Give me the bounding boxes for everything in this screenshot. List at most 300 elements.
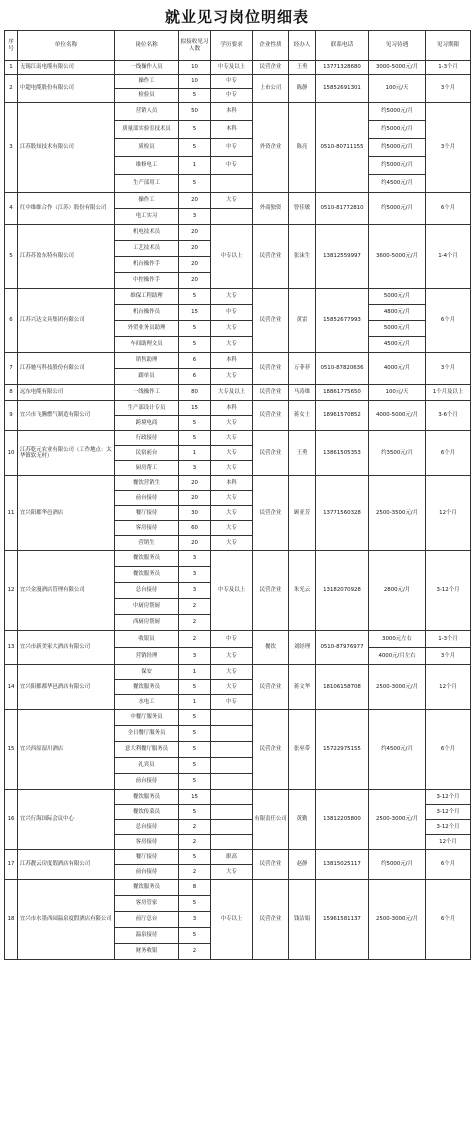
headcount-cell: 1 [179,157,211,175]
education-cell: 大专 [211,521,253,536]
company-name-cell: 宜兴行海国际会议中心 [18,790,115,850]
company-nature-cell: 民营企业 [253,289,289,353]
company-name-cell: 江苏苏盈东特有限公司 [18,225,115,289]
row-number-cell: 7 [5,353,18,385]
contact-person-cell: 陈亮 [289,103,316,193]
contact-person-cell: 万菲菲 [289,353,316,385]
position-name-cell: 中厨房帮厨 [115,599,179,615]
headcount-cell: 5 [179,121,211,139]
company-nature-cell: 有限责任公司 [253,790,289,850]
phone-cell: 13861505353 [316,431,369,476]
company-name-cell: 江苏驰马科技股份有限公司 [18,353,115,385]
education-cell [211,710,253,726]
position-name-cell: 一线操作人员 [115,61,179,75]
company-name-cell: 江苏兴达文具集团有限公司 [18,289,115,353]
position-name-cell: 客房管家 [115,896,179,912]
company-name-cell: 宜兴西原湿川酒店 [18,710,115,790]
headcount-cell: 5 [179,680,211,695]
position-name-cell: 餐饮传菜员 [115,805,179,820]
contact-person-cell: 蒋女士 [289,401,316,431]
education-cell: 中专 [211,695,253,710]
phone-cell: 0510-80711155 [316,103,369,193]
contact-person-cell: 黄雷 [289,289,316,353]
row-number-cell: 4 [5,193,18,225]
headcount-cell: 3 [179,567,211,583]
pay-cell: 3000-5000元/月 [369,61,426,75]
education-cell [211,742,253,758]
position-name-cell: 餐饮服务员 [115,567,179,583]
company-nature-cell: 民营企业 [253,551,289,631]
position-name-cell: 全日餐厅服务员 [115,726,179,742]
headcount-cell: 5 [179,321,211,337]
headcount-cell: 1 [179,446,211,461]
company-name-cell: 宜兴金漫酒店管理有限公司 [18,551,115,631]
education-cell [211,726,253,742]
contact-person-cell: 刘经理 [289,631,316,665]
headcount-cell: 2 [179,599,211,615]
company-name-cell: 宜兴市新美家大酒店有限公司 [18,631,115,665]
pay-cell: 约5000元/月 [369,193,426,225]
education-cell: 中专及以上 [211,551,253,631]
position-name-cell: 维修电工 [115,157,179,175]
education-cell: 中专 [211,75,253,89]
row-number-cell: 2 [5,75,18,103]
headcount-cell: 2 [179,631,211,648]
row-number-cell: 13 [5,631,18,665]
contact-person-cell: 曾佳敏 [289,193,316,225]
period-cell: 1-4个月 [426,225,471,289]
period-cell: 6个月 [426,710,471,790]
table-row [5,880,471,896]
headcount-cell: 5 [179,774,211,790]
position-name-cell: 生产部设计专员 [115,401,179,416]
company-nature-cell: 民营企业 [253,385,289,401]
contact-person-cell: 王勇 [289,61,316,75]
position-name-cell: 维保工程助理 [115,289,179,305]
position-name-cell: 收银员 [115,631,179,648]
education-cell: 大专 [211,536,253,551]
position-name-cell: 车间助理文员 [115,337,179,353]
table-row [5,551,471,567]
pay-cell: 2500-3000元/月 [369,665,426,710]
position-name-cell: 检验员 [115,89,179,103]
phone-cell: 15961581137 [316,880,369,960]
pay-cell: 3600-5000元/月 [369,225,426,289]
phone-cell: 13815025117 [316,850,369,880]
education-cell: 大专 [211,461,253,476]
headcount-cell: 20 [179,257,211,273]
headcount-cell: 15 [179,790,211,805]
position-name-cell: 客房接待 [115,835,179,850]
phone-cell: 18106158708 [316,665,369,710]
period-cell: 3个月 [426,75,471,103]
company-nature-cell: 民营企业 [253,476,289,551]
headcount-cell: 2 [179,615,211,631]
education-cell: 中专及以上 [211,61,253,75]
pay-cell: 约3500元/月 [369,431,426,476]
phone-cell: 18961570852 [316,401,369,431]
position-name-cell: 外贸业务员助理 [115,321,179,337]
headcount-cell: 1 [179,695,211,710]
pay-cell: 4800元/月 [369,305,426,321]
position-name-cell: 客房接待 [115,521,179,536]
education-cell: 中专以上 [211,225,253,289]
period-cell: 3-12个月 [426,820,471,835]
pay-cell: 2500-3000元/月 [369,880,426,960]
position-name-cell: 总台接待 [115,583,179,599]
pay-cell: 3000元左右 [369,631,426,648]
headcount-cell: 2 [179,835,211,850]
headcount-cell: 5 [179,742,211,758]
headcount-cell: 5 [179,416,211,431]
contact-person-cell: 陈静 [289,75,316,103]
headcount-cell: 30 [179,506,211,521]
education-cell: 本科 [211,476,253,491]
period-cell: 12个月 [426,476,471,551]
company-name-cell: 宜兴阳都都华邑酒店有限公司 [18,665,115,710]
table-row [5,353,471,369]
position-name-cell: 意大利餐厅服务员 [115,742,179,758]
header-period: 见习期限 [426,31,471,61]
company-name-cell: 宜兴阳都华邑酒店 [18,476,115,551]
education-cell: 大专 [211,321,253,337]
header-contact: 经办人 [289,31,316,61]
contact-person-cell: 朱光云 [289,551,316,631]
company-nature-cell: 民营企业 [253,353,289,385]
row-number-cell: 1 [5,61,18,75]
education-cell [211,209,253,225]
headcount-cell: 5 [179,710,211,726]
period-cell: 3个月 [426,103,471,193]
headcount-cell: 6 [179,369,211,385]
position-name-cell: 机台操作员 [115,305,179,321]
headcount-cell: 6 [179,353,211,369]
position-name-cell: 水电工 [115,695,179,710]
row-number-cell: 18 [5,880,18,960]
education-cell: 大专 [211,491,253,506]
position-name-cell: 质检员 [115,139,179,157]
headcount-cell: 15 [179,401,211,416]
period-cell: 12个月 [426,665,471,710]
education-cell: 职高 [211,850,253,865]
phone-cell: 0510-87820636 [316,353,369,385]
position-name-cell: 操作工 [115,193,179,209]
headcount-cell: 3 [179,209,211,225]
education-cell [211,820,253,835]
position-name-cell: 电工实习 [115,209,179,225]
position-name-cell: 一线操作工 [115,385,179,401]
period-cell: 12个月 [426,835,471,850]
position-name-cell: 中控操作手 [115,273,179,289]
education-cell: 大专 [211,431,253,446]
position-name-cell: 跨境电商 [115,416,179,431]
period-cell: 6个月 [426,289,471,353]
period-cell: 3个月 [426,353,471,385]
positions-table [4,30,471,960]
company-nature-cell: 民营企业 [253,880,289,960]
position-name-cell: 厨房帮工 [115,461,179,476]
header-position: 岗位名称 [115,31,179,61]
education-cell: 本科 [211,401,253,416]
headcount-cell: 8 [179,880,211,896]
position-name-cell: 销售助理 [115,353,179,369]
headcount-cell: 5 [179,726,211,742]
company-name-cell: 宜兴市水墨西园温泉度假酒店有限公司 [18,880,115,960]
headcount-cell: 3 [179,912,211,928]
headcount-cell: 5 [179,758,211,774]
position-name-cell: 营销生 [115,536,179,551]
company-nature-cell: 民营企业 [253,431,289,476]
phone-cell: 0510-81772810 [316,193,369,225]
company-name-cell: 江苏乾元农业有限公司（工作地点：太华镇软无村） [18,431,115,476]
company-nature-cell: 餐饮 [253,631,289,665]
headcount-cell: 80 [179,385,211,401]
pay-cell: 2800元/月 [369,551,426,631]
pay-cell: 4000元/月 [369,353,426,385]
phone-cell: 13771328680 [316,61,369,75]
company-name-cell: 远东电缆有限公司 [18,385,115,401]
headcount-cell: 2 [179,944,211,960]
position-name-cell: 工艺技术员 [115,241,179,257]
position-name-cell: 西厨房帮厨 [115,615,179,631]
period-cell: 6个月 [426,193,471,225]
headcount-cell: 20 [179,241,211,257]
education-cell: 大专 [211,337,253,353]
pay-cell: 2500-3000元/月 [369,790,426,850]
company-nature-cell: 上市公司 [253,75,289,103]
row-number-cell: 6 [5,289,18,353]
period-cell: 1个月及以上 [426,385,471,401]
row-number-cell: 11 [5,476,18,551]
headcount-cell: 5 [179,850,211,865]
row-number-cell: 12 [5,551,18,631]
headcount-cell: 5 [179,928,211,944]
education-cell: 大专 [211,416,253,431]
page-title: 就业见习岗位明细表 [164,8,309,26]
headcount-cell: 10 [179,75,211,89]
table-row [5,790,471,805]
position-name-cell: 行政接待 [115,431,179,446]
pay-cell: 约5000元/月 [369,121,426,139]
headcount-cell: 5 [179,89,211,103]
pay-cell: 2500-3500元/月 [369,476,426,551]
position-name-cell: 餐厅接待 [115,506,179,521]
headcount-cell: 3 [179,461,211,476]
row-number-cell: 17 [5,850,18,880]
table-row [5,75,471,89]
contact-person-cell: 黄勤 [289,790,316,850]
row-number-cell: 5 [5,225,18,289]
table-row [5,850,471,865]
company-nature-cell: 民营企业 [253,401,289,431]
education-cell [211,175,253,193]
position-name-cell: 质量部实验室技术员 [115,121,179,139]
company-nature-cell: 民营企业 [253,225,289,289]
phone-cell: 13812559997 [316,225,369,289]
table-row [5,225,471,241]
pay-cell: 约5000元/月 [369,157,426,175]
header-count: 拟接收见习人数 [179,31,211,61]
position-name-cell: 保安 [115,665,179,680]
position-name-cell: 总台接待 [115,820,179,835]
company-name-cell: 无锡江南电缆有限公司 [18,61,115,75]
pay-cell: 4000元/月左右 [369,648,426,665]
contact-person-cell: 张沫生 [289,225,316,289]
headcount-cell: 2 [179,820,211,835]
table-row [5,193,471,209]
row-number-cell: 15 [5,710,18,790]
headcount-cell: 20 [179,225,211,241]
headcount-cell: 5 [179,139,211,157]
position-name-cell: 中餐厅服务员 [115,710,179,726]
period-cell: 1-3个月 [426,631,471,648]
position-name-cell: 前厅总台 [115,912,179,928]
headcount-cell: 5 [179,896,211,912]
contact-person-cell: 蒋文华 [289,665,316,710]
position-name-cell: 民宿前台 [115,446,179,461]
headcount-cell: 3 [179,648,211,665]
pay-cell: 100元/天 [369,75,426,103]
education-cell: 大专 [211,446,253,461]
position-name-cell: 餐饮服务员 [115,790,179,805]
company-nature-cell: 民营企业 [253,61,289,75]
education-cell: 本科 [211,353,253,369]
headcount-cell: 5 [179,431,211,446]
position-name-cell: 生产部用工 [115,175,179,193]
company-name-cell: 江苏靓云房度假酒店有限公司 [18,850,115,880]
table-row [5,61,471,75]
education-cell: 中专 [211,305,253,321]
phone-cell: 13771560328 [316,476,369,551]
pay-cell: 约4500元/月 [369,175,426,193]
headcount-cell: 1 [179,665,211,680]
phone-cell: 18861775650 [316,385,369,401]
contact-person-cell: 马涛维 [289,385,316,401]
company-name-cell: 江苏股知技术有限公司 [18,103,115,193]
pay-cell: 约5000元/月 [369,139,426,157]
education-cell: 大专 [211,193,253,209]
period-cell: 3-12个月 [426,805,471,820]
contact-person-cell: 顾亚芳 [289,476,316,551]
pay-cell: 4500元/月 [369,337,426,353]
table-row [5,431,471,446]
headcount-cell: 5 [179,289,211,305]
education-cell [211,805,253,820]
education-cell: 大专 [211,506,253,521]
row-number-cell: 16 [5,790,18,850]
company-nature-cell: 民营企业 [253,710,289,790]
phone-cell: 13812205800 [316,790,369,850]
headcount-cell: 5 [179,175,211,193]
company-nature-cell: 民营企业 [253,665,289,710]
phone-cell: 15852691301 [316,75,369,103]
table-row [5,665,471,680]
headcount-cell: 2 [179,865,211,880]
position-name-cell: 机台操作手 [115,257,179,273]
headcount-cell: 3 [179,551,211,567]
row-number-cell: 3 [5,103,18,193]
headcount-cell: 15 [179,305,211,321]
position-name-cell: 礼宾员 [115,758,179,774]
phone-cell: 13182070928 [316,551,369,631]
education-cell: 中专 [211,157,253,175]
table-row [5,631,471,648]
table-row [5,710,471,726]
headcount-cell: 20 [179,536,211,551]
position-name-cell: 操作工 [115,75,179,89]
company-nature-cell: 外商独资 [253,193,289,225]
position-name-cell: 营销人员 [115,103,179,121]
headcount-cell: 20 [179,476,211,491]
education-cell: 中专 [211,89,253,103]
position-name-cell: 跟单员 [115,369,179,385]
education-cell: 本科 [211,121,253,139]
phone-cell: 15852677993 [316,289,369,353]
table-row [5,289,471,305]
headcount-cell: 20 [179,491,211,506]
table-header-row [5,31,471,61]
position-name-cell: 前台接待 [115,865,179,880]
pay-cell: 5000元/月 [369,289,426,305]
position-name-cell: 餐厅接待 [115,850,179,865]
headcount-cell: 50 [179,103,211,121]
contact-person-cell: 钱洁娟 [289,880,316,960]
company-name-cell: 中超电缆股份有限公司 [18,75,115,103]
education-cell: 大专及以上 [211,385,253,401]
position-name-cell: 营销经理 [115,648,179,665]
contact-person-cell: 赵静 [289,850,316,880]
row-number-cell: 14 [5,665,18,710]
row-number-cell: 8 [5,385,18,401]
table-body [5,61,471,960]
headcount-cell: 60 [179,521,211,536]
position-name-cell: 前台接待 [115,491,179,506]
row-number-cell: 9 [5,401,18,431]
row-number-cell: 10 [5,431,18,476]
period-cell: 3-6个月 [426,401,471,431]
education-cell: 中专 [211,139,253,157]
phone-cell: 0510-87976977 [316,631,369,665]
position-name-cell: 餐饮服务员 [115,880,179,896]
period-cell: 6个月 [426,850,471,880]
headcount-cell: 5 [179,805,211,820]
headcount-cell: 20 [179,273,211,289]
company-nature-cell: 民营企业 [253,850,289,880]
company-nature-cell: 外资企业 [253,103,289,193]
company-name-cell: 宜兴市飞腾燃气制造有限公司 [18,401,115,431]
education-cell: 大专 [211,865,253,880]
education-cell: 中专 [211,631,253,648]
education-cell: 大专 [211,680,253,695]
position-name-cell: 温泉接待 [115,928,179,944]
position-name-cell: 餐饮服务员 [115,680,179,695]
table-row [5,476,471,491]
education-cell [211,835,253,850]
contact-person-cell: 张巫带 [289,710,316,790]
period-cell: 6个月 [426,431,471,476]
period-cell: 6个月 [426,880,471,960]
pay-cell: 约4500元/月 [369,710,426,790]
header-phone: 联系电话 [316,31,369,61]
table-row [5,401,471,416]
position-name-cell: 机电技术员 [115,225,179,241]
position-name-cell: 餐饮服务员 [115,551,179,567]
headcount-cell: 20 [179,193,211,209]
table-row [5,385,471,401]
headcount-cell: 10 [179,61,211,75]
education-cell: 本科 [211,103,253,121]
education-cell: 中专以上 [211,880,253,960]
